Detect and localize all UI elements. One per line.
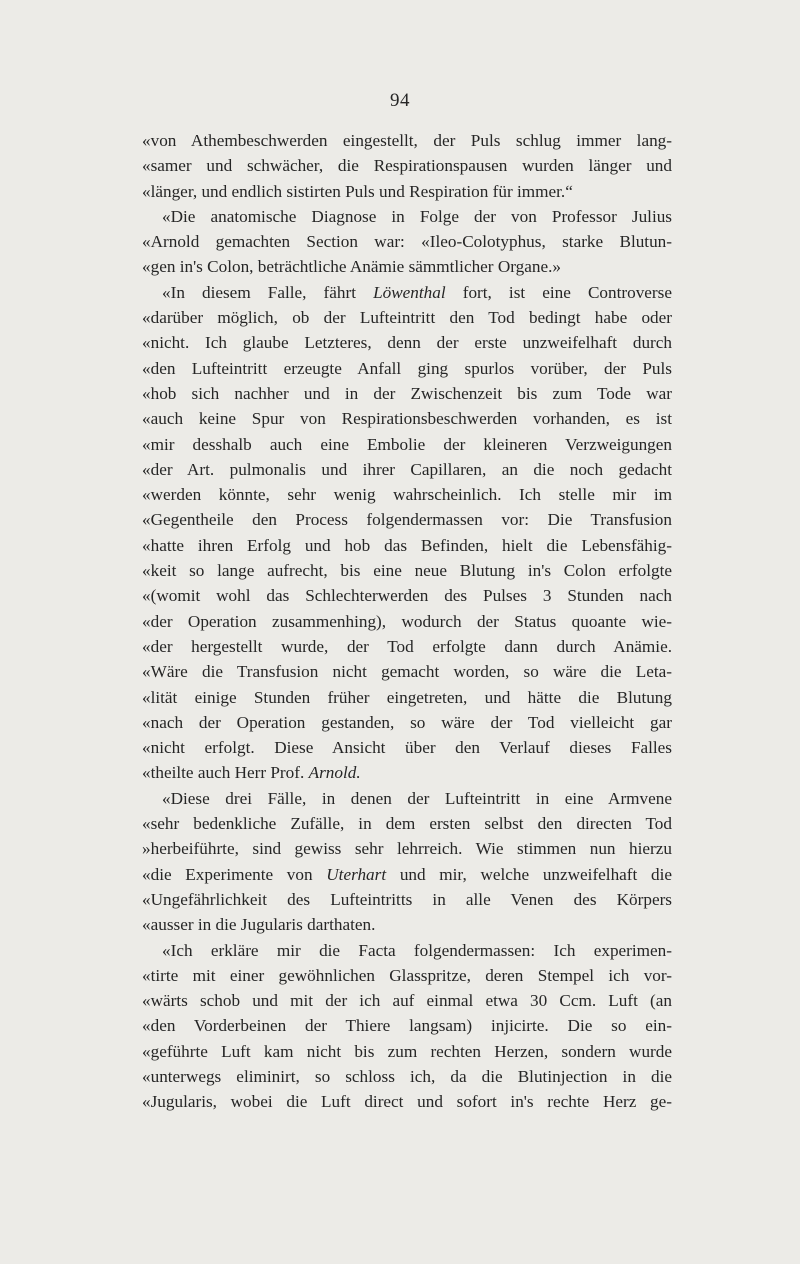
text-line: «auch keine Spur von Respirationsbeschwerden vorhanden, es ist: [142, 409, 672, 429]
text-line: «lität einige Stunden früher eingetreten, und hätte die Blutung: [142, 687, 672, 707]
text-line: «Gegentheile den Process folgendermassen vor: Die Transfusion: [142, 510, 672, 530]
text-line: «mir desshalb auch eine Embolie der kleineren Verzweigungen: [142, 434, 672, 454]
text-line: «der Art. pulmonalis und ihrer Capillaren, an die noch gedacht: [142, 459, 672, 479]
text-line: «(womit wohl das Schlechterwerden des Pulses 3 Stunden nach: [142, 586, 672, 606]
text-line: «wärts schob und mit der ich auf einmal etwa 30 Ccm. Luft (an: [142, 991, 672, 1011]
text-line: «tirte mit einer gewöhnlichen Glasspritze, deren Stempel ich vor-: [142, 965, 672, 985]
text-line: «samer und schwächer, die Respirationspausen wurden länger und: [142, 156, 672, 176]
text-line: «nicht erfolgt. Diese Ansicht über den Verlauf dieses Falles: [142, 738, 672, 758]
text-line: «Ich erkläre mir die Facta folgendermassen: Ich experimen-: [162, 940, 672, 960]
text-line: «gen in's Colon, beträchtliche Anämie sämmtlicher Organe.»: [142, 257, 561, 277]
text-line: «der hergestellt wurde, der Tod erfolgte dann durch Anämie.: [142, 636, 672, 656]
text-line: «ausser in die Jugularis darthaten.: [142, 915, 376, 935]
italic-name: Arnold.: [308, 763, 361, 783]
text-line: «darüber möglich, ob der Lufteintritt den Tod bedingt habe oder: [142, 308, 672, 328]
text-line: »herbeiführte, sind gewiss sehr lehrreich. Wie stimmen nun hierzu: [142, 839, 672, 859]
body-text: [142, 128, 672, 1115]
text-line: «die Experimente von Uterhart und mir, welche unzweifelhaft die: [142, 864, 672, 884]
text-line: «keit so lange aufrecht, bis eine neue Blutung in's Colon erfolgte: [142, 561, 672, 581]
italic-name: Löwenthal: [373, 282, 446, 302]
text-line: «theilte auch Herr Prof. Arnold.: [142, 763, 361, 783]
page-number: 94: [390, 90, 410, 111]
text-line: «hob sich nachher und in der Zwischenzeit bis zum Tode war: [142, 383, 672, 403]
text-line: «unterwegs eliminirt, so schloss ich, da die Blutinjection in die: [142, 1066, 672, 1086]
text-line: «Die anatomische Diagnose in Folge der von Professor Julius: [162, 206, 672, 226]
text-line: «den Vorderbeinen der Thiere langsam) injicirte. Die so ein-: [142, 1016, 672, 1036]
text-line: «geführte Luft kam nicht bis zum rechten Herzen, sondern wurde: [142, 1041, 672, 1061]
text-line: «nach der Operation gestanden, so wäre der Tod vielleicht gar: [142, 712, 672, 732]
text-line: «Ungefährlichkeit des Lufteintritts in alle Venen des Körpers: [142, 889, 672, 909]
text-line: «Wäre die Transfusion nicht gemacht worden, so wäre die Leta-: [142, 662, 672, 682]
text-line: «länger, und endlich sistirten Puls und Respiration für immer.“: [142, 181, 573, 201]
text-line: «In diesem Falle, fährt Löwenthal fort, ist eine Controverse: [162, 282, 672, 302]
text-line: «von Athembeschwerden eingestellt, der Puls schlug immer lang-: [142, 131, 672, 150]
text-line: «der Operation zusammenhing), wodurch der Status quoante wie-: [142, 611, 672, 631]
text-line: «Jugularis, wobei die Luft direct und sofort in's rechte Herz ge-: [142, 1092, 672, 1112]
text-line: «Diese drei Fälle, in denen der Lufteintritt in eine Armvene: [162, 788, 672, 808]
text-line: «sehr bedenkliche Zufälle, in dem ersten selbst den directen Tod: [142, 814, 672, 834]
text-line: «hatte ihren Erfolg und hob das Befinden, hielt die Lebensfähig-: [142, 535, 672, 555]
text-line: «den Lufteintritt erzeugte Anfall ging spurlos vorüber, der Puls: [142, 358, 672, 378]
text-line: «Arnold gemachten Section war: «Ileo-Colotyphus, starke Blutun-: [142, 232, 672, 252]
text-line: «werden könnte, sehr wenig wahrscheinlich. Ich stelle mir im: [142, 485, 672, 505]
italic-name: Uterhart: [326, 864, 387, 884]
text-line: «nicht. Ich glaube Letzteres, denn der erste unzweifelhaft durch: [142, 333, 672, 353]
